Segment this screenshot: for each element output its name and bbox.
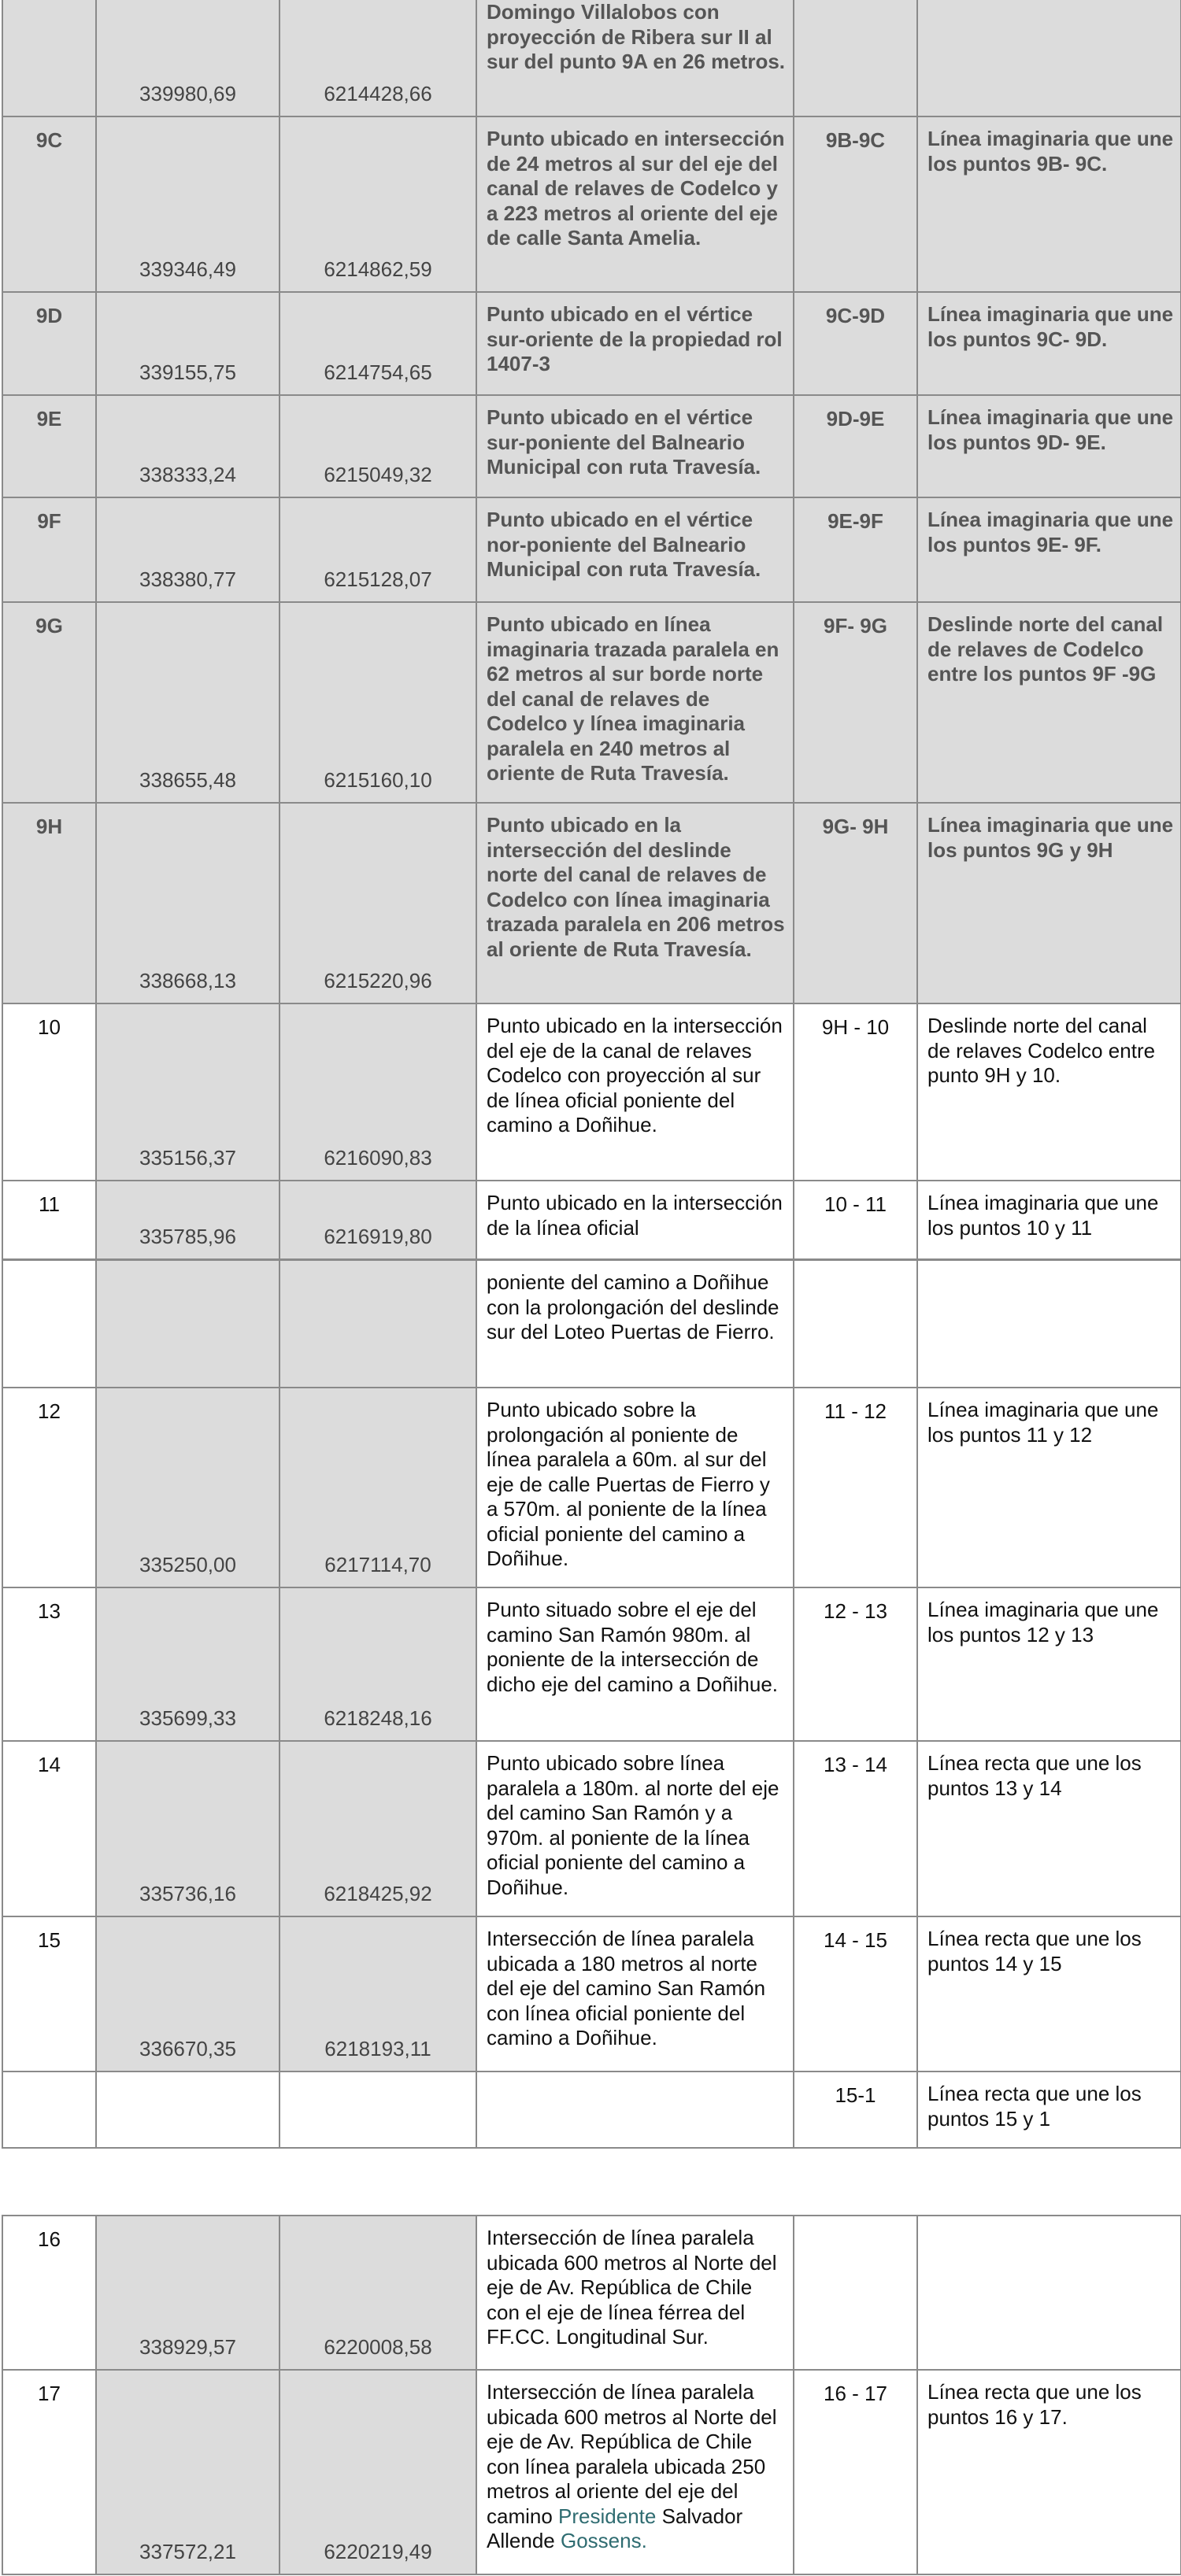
point-id: 11 (2, 1181, 96, 1259)
point-id: 9E (2, 395, 96, 497)
point-id: 12 (2, 1388, 96, 1587)
point-id (2, 0, 96, 116)
point-id (2, 2072, 96, 2148)
coordinate-x: 338655,48 (96, 602, 280, 803)
point-description: Intersección de línea paralela ubicada 600 metros al Norte del eje de Av. República de Chile con el eje de línea férrea del FF.CC. Longitudinal Sur. (476, 2216, 794, 2370)
table-row (2, 2216, 1181, 2370)
description-text: Intersección de línea paralela ubicada 600 metros al Norte del eje de Av. República de Chile con línea paralela ubicada 250 metros al oriente del eje del camino (487, 2380, 777, 2528)
coordinate-y: 6215128,07 (280, 497, 476, 602)
segment-id (794, 1260, 917, 1388)
point-description: Punto ubicado en el vértice sur-oriente de la propiedad rol 1407-3 (476, 292, 794, 395)
table-row (2, 1587, 1181, 1741)
point-description: Punto ubicado en línea imaginaria trazada paralela en 62 metros al sur borde norte del canal de relaves de Codelco y línea imaginaria paralela en 240 metros al oriente de Ruta Travesía. (476, 602, 794, 803)
coordinate-y: 6220008,58 (280, 2216, 476, 2370)
point-description: Punto situado sobre el eje del camino San Ramón 980m. al poniente de la intersección de dicho eje del camino a Doñihue. (476, 1587, 794, 1741)
coordinate-x: 337572,21 (96, 2370, 280, 2574)
segment-description (917, 1260, 1181, 1388)
coordinate-x: 339980,69 (96, 0, 280, 116)
table-row (2, 497, 1181, 602)
point-id: 9C (2, 116, 96, 292)
point-id: 10 (2, 1003, 96, 1181)
segment-id: 9B-9C (794, 116, 917, 292)
coordinate-y: 6214428,66 (280, 0, 476, 116)
point-description: Intersección de línea paralela ubicada a 180 metros al norte del eje del camino San Ramón con línea oficial poniente del camino a Doñihue. (476, 1916, 794, 2072)
segment-description (917, 0, 1181, 116)
coordinates-table-3 (2, 2215, 1181, 2575)
segment-id: 9H - 10 (794, 1003, 917, 1181)
coordinate-y: 6214862,59 (280, 116, 476, 292)
segment-description: Línea recta que une los puntos 16 y 17. (917, 2370, 1181, 2574)
point-description: Punto ubicado en la intersección de la línea oficial (476, 1181, 794, 1259)
coordinate-x: 338333,24 (96, 395, 280, 497)
coordinate-y (280, 1260, 476, 1388)
point-id: 16 (2, 2216, 96, 2370)
segment-description (917, 2216, 1181, 2370)
table-row (2, 1741, 1181, 1916)
point-description: Punto ubicado en la intersección del deslinde norte del canal de relaves de Codelco con línea imaginaria trazada paralela en 206 metros al oriente de Ruta Travesía. (476, 803, 794, 1003)
point-id (2, 1260, 96, 1388)
segment-description: Deslinde norte del canal de relaves de Codelco entre los puntos 9F -9G (917, 602, 1181, 803)
table-row (2, 2370, 1181, 2574)
point-id: 9D (2, 292, 96, 395)
point-id: 15 (2, 1916, 96, 2072)
segment-id (794, 0, 917, 116)
segment-description: Deslinde norte del canal de relaves Codelco entre punto 9H y 10. (917, 1003, 1181, 1181)
description-text-highlight: Gossens. (560, 2529, 647, 2552)
point-description (476, 2072, 794, 2148)
segment-description: Línea imaginaria que une los puntos 9B- 9C. (917, 116, 1181, 292)
point-id: 9F (2, 497, 96, 602)
coordinate-x: 339155,75 (96, 292, 280, 395)
coordinate-y: 6217114,70 (280, 1388, 476, 1587)
table-row (2, 1260, 1181, 1388)
coordinate-x (96, 1260, 280, 1388)
coordinate-x: 338668,13 (96, 803, 280, 1003)
point-description: Punto ubicado en intersección de 24 metros al sur del eje del canal de relaves de Codelco y a 223 metros al oriente del eje de calle Santa Amelia. (476, 116, 794, 292)
point-description: Punto ubicado en la intersección del eje de la canal de relaves Codelco con proyección al sur de línea oficial poniente del camino a Doñihue. (476, 1003, 794, 1181)
table-row (2, 1181, 1181, 1259)
segment-id: 9F- 9G (794, 602, 917, 803)
table-row (2, 1916, 1181, 2072)
segment-description: Línea imaginaria que une los puntos 9G y 9H (917, 803, 1181, 1003)
segment-id: 9G- 9H (794, 803, 917, 1003)
point-id: 9H (2, 803, 96, 1003)
coordinate-y: 6216919,80 (280, 1181, 476, 1259)
point-description (476, 2370, 794, 2574)
coordinate-x: 335736,16 (96, 1741, 280, 1916)
segment-id: 14 - 15 (794, 1916, 917, 2072)
coordinate-x: 335785,96 (96, 1181, 280, 1259)
coordinate-y (280, 2072, 476, 2148)
coordinate-x: 338380,77 (96, 497, 280, 602)
table-row (2, 0, 1181, 116)
segment-id: 10 - 11 (794, 1181, 917, 1259)
segment-description: Línea imaginaria que une los puntos 9D- 9E. (917, 395, 1181, 497)
segment-id: 9C-9D (794, 292, 917, 395)
point-description: Punto ubicado sobre línea paralela a 180m. al norte del eje del camino San Ramón y a 970m. al poniente de la línea oficial poniente del camino a Doñihue. (476, 1741, 794, 1916)
coordinate-x: 336670,35 (96, 1916, 280, 2072)
coordinate-y: 6218248,16 (280, 1587, 476, 1741)
point-description: Punto ubicado en el vértice sur-poniente del Balneario Municipal con ruta Travesía. (476, 395, 794, 497)
table-row (2, 292, 1181, 395)
coordinate-y: 6215049,32 (280, 395, 476, 497)
point-id: 9G (2, 602, 96, 803)
point-id: 14 (2, 1741, 96, 1916)
segment-id: 9D-9E (794, 395, 917, 497)
segment-description: Línea imaginaria que une los puntos 9E- 9F. (917, 497, 1181, 602)
segment-id: 15-1 (794, 2072, 917, 2148)
point-id: 13 (2, 1587, 96, 1741)
segment-description: Línea recta que une los puntos 13 y 14 (917, 1741, 1181, 1916)
coordinate-y: 6220219,49 (280, 2370, 476, 2574)
segment-id (794, 2216, 917, 2370)
segment-id: 13 - 14 (794, 1741, 917, 1916)
coordinate-y: 6215160,10 (280, 602, 476, 803)
table-row (2, 803, 1181, 1003)
coordinate-y: 6218193,11 (280, 1916, 476, 2072)
coordinate-x (96, 2072, 280, 2148)
segment-id: 12 - 13 (794, 1587, 917, 1741)
coordinate-y: 6215220,96 (280, 803, 476, 1003)
table-row (2, 395, 1181, 497)
table-row (2, 602, 1181, 803)
coordinates-table-2 (2, 1259, 1181, 2149)
segment-description: Línea recta que une los puntos 14 y 15 (917, 1916, 1181, 2072)
segment-id: 16 - 17 (794, 2370, 917, 2574)
coordinate-x: 339346,49 (96, 116, 280, 292)
segment-id: 11 - 12 (794, 1388, 917, 1587)
table-row (2, 116, 1181, 292)
coordinate-x: 338929,57 (96, 2216, 280, 2370)
table-row (2, 1388, 1181, 1587)
point-description: Punto ubicado sobre la prolongación al poniente de línea paralela a 60m. al sur del eje de calle Puertas de Fierro y a 570m. al poniente de la línea oficial poniente del camino a Doñihue. (476, 1388, 794, 1587)
description-text: Salvador Allende (487, 2504, 743, 2552)
table-row (2, 2072, 1181, 2148)
point-description: Punto ubicado en el vértice nor-poniente del Balneario Municipal con ruta Travesía. (476, 497, 794, 602)
segment-description: Línea imaginaria que une los puntos 10 y 11 (917, 1181, 1181, 1259)
segment-description: Línea imaginaria que une los puntos 9C- 9D. (917, 292, 1181, 395)
coordinates-table-1 (2, 0, 1181, 1260)
coordinate-y: 6216090,83 (280, 1003, 476, 1181)
point-description: poniente del camino a Doñihue con la prolongación del deslinde sur del Loteo Puertas de Fierro. (476, 1260, 794, 1388)
coordinate-x: 335156,37 (96, 1003, 280, 1181)
coordinate-x: 335250,00 (96, 1388, 280, 1587)
point-id: 17 (2, 2370, 96, 2574)
segment-description: Línea imaginaria que une los puntos 11 y 12 (917, 1388, 1181, 1587)
segment-description: Línea imaginaria que une los puntos 12 y 13 (917, 1587, 1181, 1741)
table-row (2, 1003, 1181, 1181)
coordinate-y: 6214754,65 (280, 292, 476, 395)
segment-id: 9E-9F (794, 497, 917, 602)
description-text-highlight: Presidente (558, 2504, 657, 2528)
coordinate-x: 335699,33 (96, 1587, 280, 1741)
coordinate-y: 6218425,92 (280, 1741, 476, 1916)
segment-description: Línea recta que une los puntos 15 y 1 (917, 2072, 1181, 2148)
point-description: Domingo Villalobos con proyección de Ribera sur II al sur del punto 9A en 26 metros. (476, 0, 794, 116)
